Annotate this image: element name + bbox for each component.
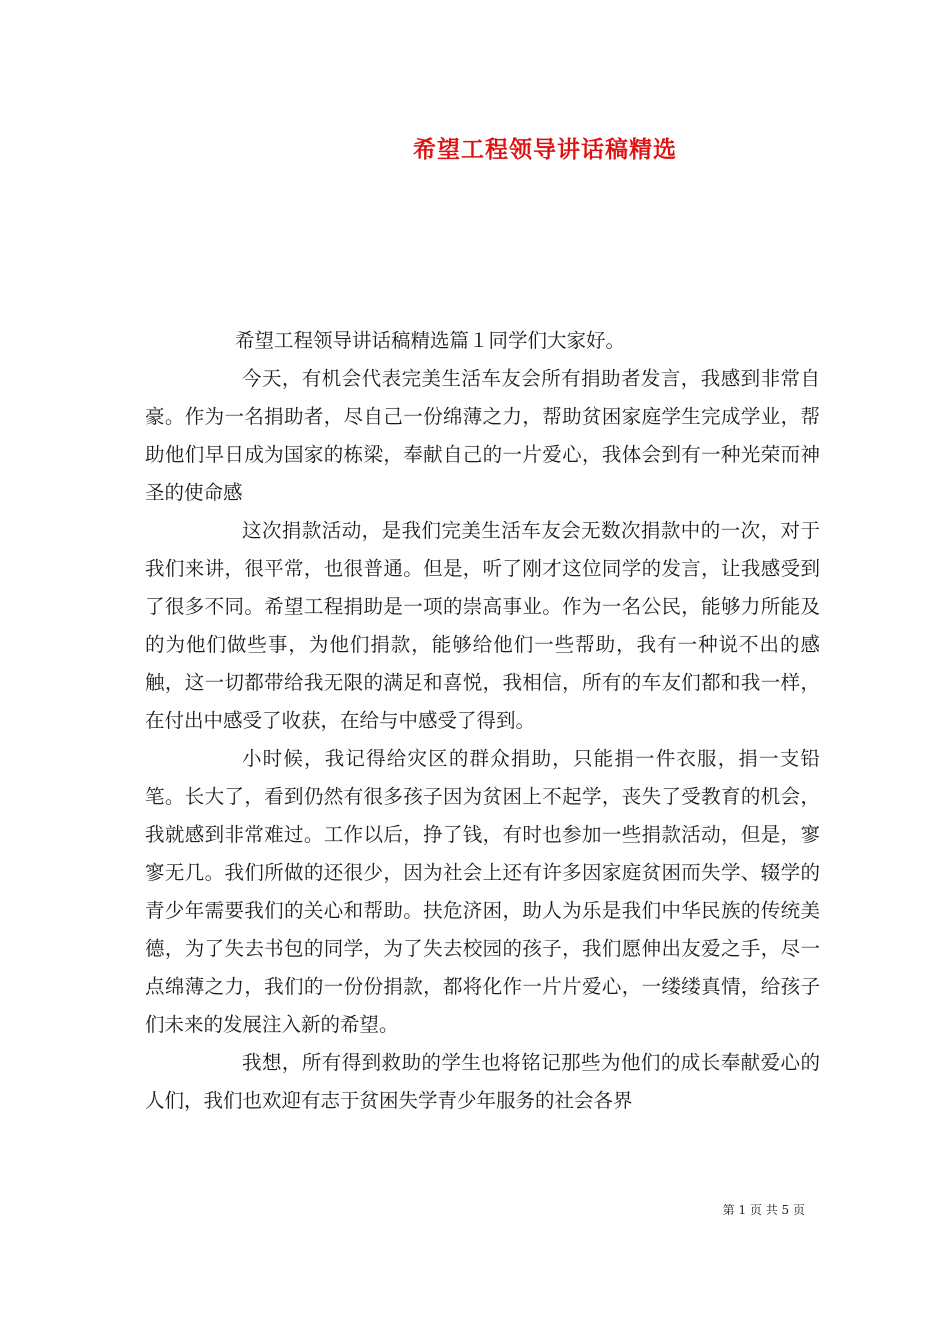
- paragraph-1: 希望工程领导讲话稿精选篇１同学们大家好。: [235, 329, 626, 352]
- document-title: 希望工程领导讲话稿精选: [413, 136, 677, 163]
- document-body: [145, 322, 820, 1120]
- paragraph-3: 这次捐款活动，是我们完美生活车友会无数次捐款中的一次，对于我们来讲，很平常，也很普通。但是，听了刚才这位同学的发言，让我感受到了很多不同。希望工程捐助是一项的崇高事业。作为一名公民，能够力所能及的为他们做些事，为他们捐款，能够给他们一些帮助，我有一种说不出的感触，这一切都带给我无限的满足和喜悦，我相信，所有的车友们都和我一样，在付出中感受了收获，在给与中感受了得到。: [145, 519, 820, 732]
- page-number-footer: 第 1 页 共 5 页: [722, 1203, 805, 1217]
- paragraph-4: 小时候，我记得给灾区的群众捐助，只能捐一件衣服，捐一支铅笔。长大了，看到仍然有很多孩子因为贫困上不起学，丧失了受教育的机会，我就感到非常难过。工作以后，挣了钱，有时也参加一些捐款活动，但是，寥寥无几。我们所做的还很少，因为社会上还有许多因家庭贫困而失学、辍学的青少年需要我们的关心和帮助。扶危济困，助人为乐是我们中华民族的传统美德，为了失去书包的同学，为了失去校园的孩子，我们愿伸出友爱之手，尽一点绵薄之力，我们的一份份捐款，都将化作一片片爱心，一缕缕真情，给孩子们未来的发展注入新的希望。: [145, 747, 820, 1036]
- paragraph-5: 我想，所有得到救助的学生也将铭记那些为他们的成长奉献爱心的人们，我们也欢迎有志于贫困失学青少年服务的社会各界: [145, 1051, 820, 1112]
- paragraph-2: 今天，有机会代表完美生活车友会所有捐助者发言，我感到非常自豪。作为一名捐助者，尽自己一份绵薄之力，帮助贫困家庭学生完成学业，帮助他们早日成为国家的栋梁，奉献自己的一片爱心，我体会到有一种光荣而神圣的使命感: [145, 367, 820, 504]
